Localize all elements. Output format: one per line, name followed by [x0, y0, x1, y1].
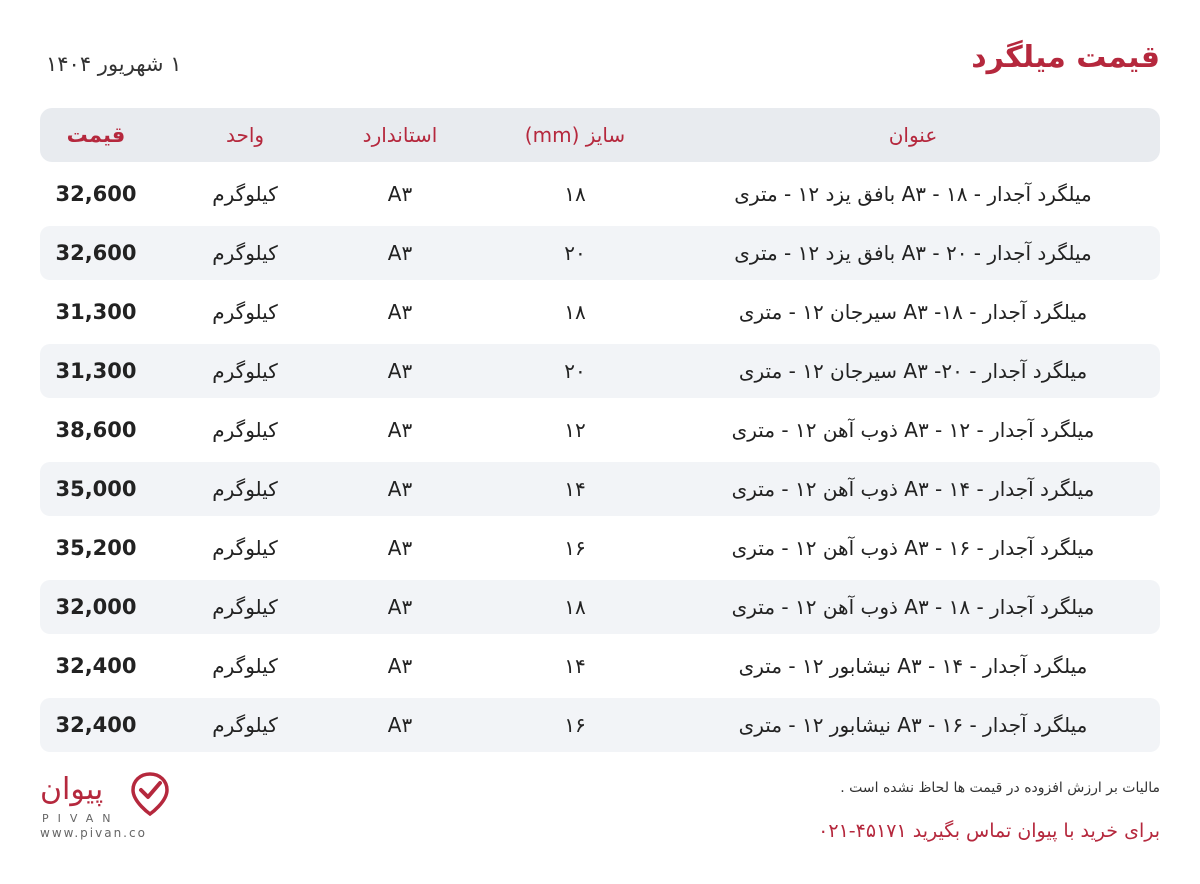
cell-size: ۱۴ — [564, 654, 586, 678]
table-row — [40, 580, 1160, 634]
cell-name: میلگرد آجدار - A۳ - ۱۶ ذوب آهن ۱۲ - متری — [731, 536, 1095, 560]
cell-standard: A۳ — [387, 654, 413, 678]
table-row — [40, 403, 1160, 457]
logo-wordmark: پیوان — [40, 772, 104, 807]
table-row — [40, 226, 1160, 280]
cell-price: 32,000 — [55, 595, 137, 619]
cell-size: ۱۲ — [564, 418, 586, 442]
cell-price: 31,300 — [55, 300, 137, 324]
cell-size: ۲۰ — [564, 241, 586, 265]
cell-unit: کیلوگرم — [212, 477, 278, 501]
cell-unit: کیلوگرم — [212, 182, 278, 206]
cell-unit: کیلوگرم — [212, 300, 278, 324]
cell-price: 35,000 — [55, 477, 137, 501]
column-header-price: قیمت — [66, 123, 126, 147]
page-title: قیمت میلگرد — [971, 40, 1160, 75]
table-row — [40, 462, 1160, 516]
table-row — [40, 698, 1160, 752]
table-row — [40, 521, 1160, 575]
cell-unit: کیلوگرم — [212, 536, 278, 560]
cell-unit: کیلوگرم — [212, 654, 278, 678]
cell-standard: A۳ — [387, 359, 413, 383]
cell-price: 32,600 — [55, 182, 137, 206]
table-row — [40, 639, 1160, 693]
cell-size: ۱۴ — [564, 477, 586, 501]
cell-price: 38,600 — [55, 418, 137, 442]
website-url: www.pivan.co — [40, 826, 147, 840]
logo-latin-text: PIVAN — [42, 812, 120, 825]
date-label: ۱ شهریور ۱۴۰۴ — [46, 52, 182, 76]
table-row — [40, 285, 1160, 339]
cell-size: ۱۶ — [564, 713, 586, 737]
cell-size: ۱۸ — [564, 595, 586, 619]
cell-standard: A۳ — [387, 595, 413, 619]
cell-standard: A۳ — [387, 418, 413, 442]
cell-unit: کیلوگرم — [212, 713, 278, 737]
cell-size: ۲۰ — [564, 359, 586, 383]
column-header-standard: استاندارد — [362, 123, 438, 147]
cell-standard: A۳ — [387, 241, 413, 265]
price-table — [40, 108, 1160, 752]
column-header-size: سایز (mm) — [524, 123, 626, 147]
cell-name: میلگرد آجدار - A۳ - ۲۰ بافق یزد ۱۲ - متری — [734, 241, 1092, 265]
cell-name: میلگرد آجدار - A۳ - ۱۴ ذوب آهن ۱۲ - متری — [731, 477, 1095, 501]
cell-name: میلگرد آجدار - A۳ - ۱۴ نیشابور ۱۲ - متری — [738, 654, 1088, 678]
table-row — [40, 344, 1160, 398]
cell-unit: کیلوگرم — [212, 241, 278, 265]
check-pin-icon — [130, 772, 170, 816]
cell-price: 32,400 — [55, 654, 137, 678]
cell-price: 32,400 — [55, 713, 137, 737]
cell-name: میلگرد آجدار - A۳ - ۱۶ نیشابور ۱۲ - متری — [738, 713, 1088, 737]
cell-price: 35,200 — [55, 536, 137, 560]
cell-standard: A۳ — [387, 182, 413, 206]
cell-price: 31,300 — [55, 359, 137, 383]
column-header-name: عنوان — [888, 123, 938, 147]
cell-size: ۱۶ — [564, 536, 586, 560]
cell-unit: کیلوگرم — [212, 418, 278, 442]
cell-size: ۱۸ — [564, 300, 586, 324]
cell-name: میلگرد آجدار - A۳ - ۱۸ بافق یزد ۱۲ - متری — [734, 182, 1092, 206]
cell-unit: کیلوگرم — [212, 359, 278, 383]
table-row — [40, 167, 1160, 221]
cell-unit: کیلوگرم — [212, 595, 278, 619]
table-header — [40, 108, 1160, 162]
vat-note: مالیات بر ارزش افزوده در قیمت ها لحاظ نشده است . — [840, 780, 1160, 796]
cell-size: ۱۸ — [564, 182, 586, 206]
contact-line: برای خرید با پیوان تماس بگیرید ۴۵۱۷۱-۰۲۱ — [818, 820, 1160, 842]
cell-standard: A۳ — [387, 536, 413, 560]
cell-name: میلگرد آجدار - A۳ - ۱۸ ذوب آهن ۱۲ - متری — [731, 595, 1095, 619]
cell-standard: A۳ — [387, 477, 413, 501]
cell-name: میلگرد آجدار - A۳ -۱۸ سیرجان ۱۲ - متری — [738, 300, 1088, 324]
cell-standard: A۳ — [387, 300, 413, 324]
cell-standard: A۳ — [387, 713, 413, 737]
cell-price: 32,600 — [55, 241, 137, 265]
cell-name: میلگرد آجدار - A۳ - ۱۲ ذوب آهن ۱۲ - متری — [731, 418, 1095, 442]
cell-name: میلگرد آجدار - A۳ -۲۰ سیرجان ۱۲ - متری — [738, 359, 1088, 383]
column-header-unit: واحد — [225, 123, 265, 147]
